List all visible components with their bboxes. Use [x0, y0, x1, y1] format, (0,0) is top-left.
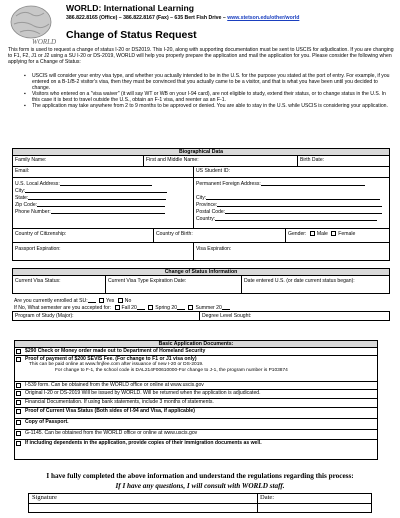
- section-heading: Basic Application Documents:: [15, 341, 377, 348]
- enrolled-question: Are you currently enrolled at SU: Yes No: [14, 298, 132, 304]
- foreign-city-field[interactable]: City:: [196, 194, 380, 201]
- spring-checkbox[interactable]: [148, 305, 153, 310]
- date-entered-field[interactable]: Date entered U.S. (or date current status began):: [244, 278, 355, 284]
- website-link[interactable]: www.stetson.edu/other/world: [227, 15, 300, 21]
- no-checkbox[interactable]: [118, 298, 123, 303]
- phone-field[interactable]: Phone Number:: [15, 208, 165, 215]
- summer-checkbox[interactable]: [188, 305, 193, 310]
- us-address-field[interactable]: U.S. Local Address:: [15, 180, 152, 187]
- doc-checkbox[interactable]: [16, 349, 21, 354]
- zip-field[interactable]: Zip Code:: [15, 201, 165, 208]
- program-of-study-field[interactable]: Program of Study (Major):: [15, 313, 74, 319]
- doc-i539-form: I-539 form. Can be obtained from the WORLD office or online at www.uscis.gov: [15, 382, 377, 390]
- foreign-address-field[interactable]: Permanent Foreign Address:: [196, 180, 365, 187]
- documents-section: [14, 340, 378, 460]
- section-heading: Biographical Data: [13, 149, 389, 156]
- postal-code-field[interactable]: Postal Code:: [196, 208, 382, 215]
- doc-dependents: If including dependents in the application, provide copies of their immigration documents as well.: [15, 440, 377, 450]
- contact-line: [66, 15, 299, 21]
- semester-question: If No, What semester are you accepted for: Fall 20 Spring 20 Summer 20: [14, 304, 230, 311]
- yes-checkbox[interactable]: [99, 298, 104, 303]
- contact-info: 386.822.8165 (Office) – 386.822.8167 (Fax) – 635 Bert Fish Drive –: [66, 15, 226, 21]
- doc-checkbox[interactable]: [16, 357, 21, 362]
- closing-note: If I have any questions, I will consult with WORLD staff.: [115, 482, 285, 490]
- visa-type-expiration-field[interactable]: Current Visa Type Expiration Date:: [108, 278, 187, 284]
- doc-original-i20: Original I-20 or DS-2019 Will be issued by WORLD. Will be returned when the application is adjudicated.: [15, 390, 377, 399]
- page-title: Change of Status Request: [66, 29, 197, 41]
- email-field[interactable]: Email:: [15, 168, 30, 174]
- list-item: ▪ The application may take anywhere from 2 to 9 months to be approved or denied. You are able to stay in the U.S. while USCIS is considering your application.: [24, 103, 390, 109]
- signature-field[interactable]: Signature: [32, 494, 57, 501]
- doc-checkbox[interactable]: [16, 391, 21, 396]
- change-of-status-section: [12, 268, 390, 294]
- family-name-field[interactable]: Family Name:: [15, 157, 47, 163]
- current-visa-status-field[interactable]: Current Visa Status:: [15, 278, 61, 284]
- signature-table: [28, 493, 372, 513]
- doc-checkbox[interactable]: [16, 431, 21, 436]
- doc-checkbox[interactable]: [16, 409, 21, 414]
- doc-check-money-order: $290 Check or Money order made out to Department of Homeland Security: [15, 348, 377, 356]
- male-checkbox[interactable]: [310, 231, 315, 236]
- female-checkbox[interactable]: [331, 231, 336, 236]
- gender-field: Gender: Male Female: [288, 231, 356, 237]
- doc-sevis-fee: Proof of payment of $200 SEVIS Fee. (For change to F1 or J1 visa only) This can be paid online at www.fmjfee.com after issuance of new I-20 or DS-2019. For change to F-1, the school code is DAL214F00610000-For change to J-1, the program number is P103874: [15, 356, 377, 382]
- doc-checkbox[interactable]: [16, 441, 21, 446]
- first-middle-name-field[interactable]: First and Middle Name:: [146, 157, 199, 163]
- doc-g1145: G-1145. Can be obtained from the WORLD office or online at www.uscis.gov: [15, 430, 377, 440]
- school-code-note: For change to F-1, the school code is DAL214F00610000-For change to J-1, the program number is P103874: [55, 367, 288, 373]
- degree-level-field[interactable]: Degree Level Sought:: [202, 313, 252, 319]
- sevis-payment-note: This can be paid online at www.fmjfee.com after issuance of new I-20 or DS-2019.: [29, 362, 204, 367]
- citizenship-field[interactable]: Country of Citizenship:: [15, 231, 67, 237]
- world-logo: [4, 4, 62, 46]
- doc-financial: Financial Documentation. If using bank statements, include 3 months of statements.: [15, 399, 377, 408]
- program-row: [12, 311, 390, 321]
- student-id-field[interactable]: US Student ID:: [196, 168, 230, 174]
- logo-text: WORLD: [32, 38, 57, 46]
- doc-checkbox[interactable]: [16, 400, 21, 405]
- birth-date-field[interactable]: Birth Date:: [300, 157, 325, 163]
- date-field[interactable]: Date:: [260, 494, 275, 501]
- section-heading: Change of Status Information: [13, 269, 389, 276]
- passport-expiration-field[interactable]: Passport Expiration:: [15, 246, 61, 252]
- doc-checkbox[interactable]: [16, 383, 21, 388]
- fall-checkbox[interactable]: [115, 305, 120, 310]
- birth-country-field[interactable]: Country of Birth:: [156, 231, 193, 237]
- list-item: ▪ USCIS will consider your entry visa type, and whether you actually intended to be in the U.S. for the purpose you stated at the port of entry. For example, if you entered on a B-1/B-2 visitor's visa, then they must be convinced that you actually came to be a visitor, and that is what you have been until you decided to change.: [24, 73, 390, 91]
- doc-passport-copy: Copy of Passport.: [15, 419, 377, 430]
- country-field[interactable]: Country:: [196, 215, 377, 222]
- doc-visa-status-proof: Proof of Current Visa Status (Both sides of I-94 and Visa, if applicable): [15, 408, 377, 419]
- doc-checkbox[interactable]: [16, 420, 21, 425]
- closing-statement: I have fully completed the above information and understand the regulations regarding this process:: [46, 472, 354, 480]
- intro-paragraph: This form is used to request a change of status I-20 or DS2019. This I-20, along with supporting documentation must be sent to USCIS for adjudication. If you are changing to F1, F2, J1 or J2 using a SU I-20 or DS-2019, WORLD will help you properly prepare the application and mail the application for you. Please consider the following when applying for a Change of Status:: [8, 47, 394, 66]
- considerations-list: [24, 73, 390, 110]
- visa-expiration-field[interactable]: Visa Expiration:: [196, 246, 232, 252]
- org-name: WORLD: International Learning: [66, 3, 194, 13]
- state-field[interactable]: State:: [15, 194, 166, 201]
- biographical-section: [12, 148, 390, 261]
- province-field[interactable]: Province:: [196, 201, 382, 208]
- list-item: ▪ Visitors who entered on a "visa waiver" (it will say WT or WB on your I-94 card), are not eligible to study, extend their status, or to change status in the U.S. In this case it is best to travel outside the U.S., obtain an F-1 visa, and reenter as an F-1.: [24, 91, 390, 103]
- city-field[interactable]: City:: [15, 187, 167, 194]
